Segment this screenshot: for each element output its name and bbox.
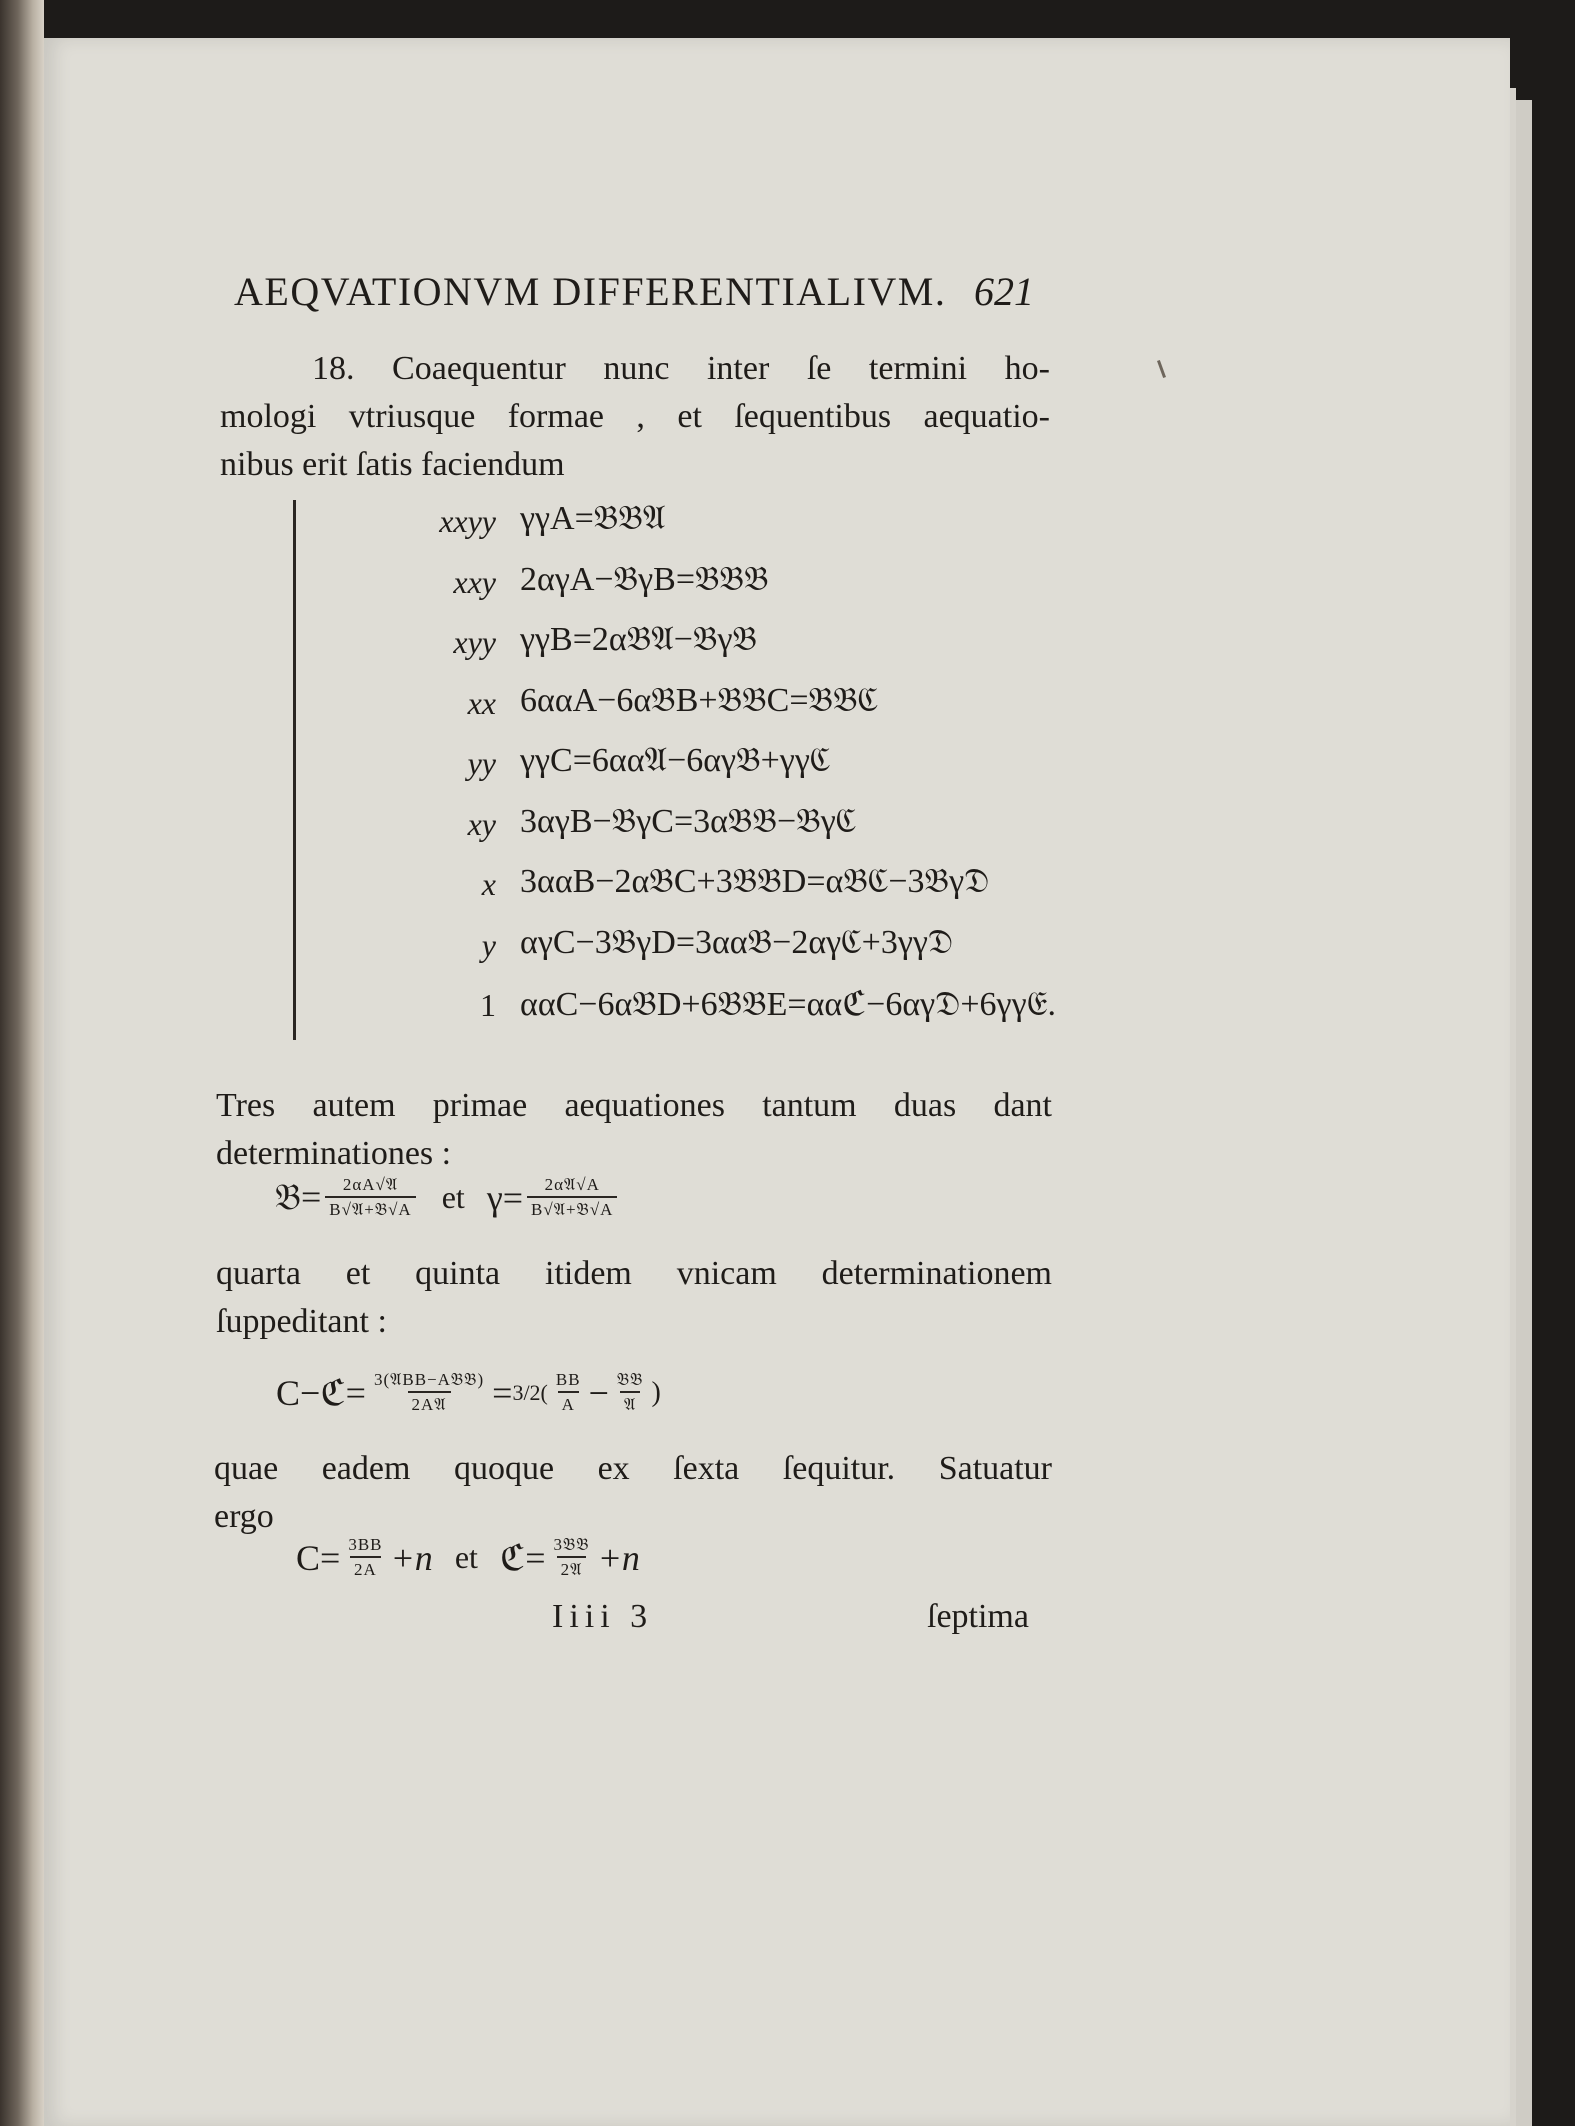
conjunction: et (454, 1539, 478, 1575)
formula-determinations (275, 1175, 621, 1220)
equation-row (210, 737, 1110, 798)
plus-term: +n (390, 1537, 433, 1578)
signature-mark: Iiii 3 (552, 1598, 654, 1635)
formula-lhs: 𝔅= (275, 1177, 322, 1217)
running-header (234, 268, 1054, 315)
text-line: nibus erit ſatis faciendum (220, 446, 565, 483)
equation-row (210, 858, 1110, 919)
denominator: A (558, 1391, 579, 1415)
text-line: Tres autem primae aequationes tantum duas dant (216, 1087, 1052, 1124)
equation-expression: ααC−6α𝔅D+6𝔅𝔅E=ααℭ−6αγ𝔇+6γγ𝔈. (520, 986, 1056, 1023)
formula-lhs: ℭ= (499, 1537, 546, 1578)
ink-mark (1157, 360, 1166, 378)
text-line: ſuppeditant : (216, 1303, 387, 1340)
fraction (613, 1370, 648, 1415)
equation-term: xxyy (439, 503, 496, 539)
equation-expression: 6ααA−6α𝔅B+𝔅𝔅C=𝔅𝔅ℭ (520, 681, 879, 719)
denominator: B√𝔄+𝔅√A (527, 1196, 617, 1220)
paragraph (214, 1445, 1052, 1541)
coefficient: 3/2( (512, 1379, 548, 1405)
equation-term: xy (467, 805, 496, 842)
equation-expression: αγC−3𝔅γD=3αα𝔅−2αγℭ+3γγ𝔇 (520, 923, 954, 961)
text-line: determinationes : (216, 1135, 452, 1172)
numerator: 2αA√𝔄 (342, 1175, 399, 1194)
paragraph (216, 1082, 1052, 1178)
formula-lhs: C−ℭ= (276, 1372, 366, 1413)
header-title: AEQVATIONVM DIFFERENTIALIVM. (234, 269, 947, 314)
equation-row (210, 979, 1110, 1040)
numerator: 𝔅𝔅 (616, 1370, 644, 1389)
text-line: mologi vtriusque formae , et ſequentibus aequatio- (220, 398, 1050, 435)
formula-lhs: γ= (486, 1177, 524, 1218)
equation-expression: γγB=2α𝔅𝔄−𝔅γ𝔅 (520, 621, 758, 658)
equation-expression: 2αγA−𝔅γB=𝔅𝔅𝔅 (520, 560, 769, 598)
equation-term: xxy (453, 563, 496, 600)
denominator: 2𝔄 (557, 1556, 587, 1580)
close-paren: ) (651, 1376, 661, 1408)
equation-term: x (481, 866, 496, 902)
equation-term: 1 (480, 987, 496, 1023)
equation-row (210, 556, 1110, 617)
paragraph (216, 1250, 1052, 1346)
denominator: 2A (350, 1556, 381, 1580)
denominator: B√𝔄+𝔅√A (325, 1196, 415, 1220)
plus-term: +n (597, 1537, 640, 1578)
numerator: 3(𝔄BB−A𝔅𝔅) (373, 1370, 485, 1389)
fraction (344, 1535, 386, 1580)
numerator: 3BB (348, 1535, 383, 1554)
equation-row (210, 919, 1110, 980)
equation-row (210, 495, 1110, 556)
equation-system (210, 495, 1110, 1040)
equation-term: xx (467, 684, 496, 721)
numerator: 2α𝔄√A (544, 1175, 600, 1194)
formula-difference (276, 1370, 661, 1415)
text-line: ergo (214, 1498, 274, 1535)
fraction (552, 1370, 585, 1415)
denominator: 𝔄 (620, 1391, 640, 1415)
equals-sign: = (492, 1372, 513, 1413)
equation-row (210, 677, 1110, 738)
numerator: BB (555, 1370, 581, 1389)
denominator: 2A𝔄 (408, 1391, 451, 1415)
equation-expression: γγA=𝔅𝔅𝔄 (520, 500, 666, 537)
page-number: 621 (974, 269, 1034, 314)
numerator: 3𝔅𝔅 (553, 1535, 590, 1554)
text-line: quae eadem quoque ex ſexta ſequitur. Satuatur (214, 1450, 1052, 1487)
equation-expression: 3αγB−𝔅γC=3α𝔅𝔅−𝔅γℭ (520, 802, 857, 840)
equation-term: yy (467, 745, 496, 781)
text-line: 18. Coaequentur nunc inter ſe termini ho- (312, 350, 1050, 387)
fraction (325, 1175, 415, 1220)
formula-substitution (296, 1535, 640, 1580)
fraction (550, 1535, 594, 1580)
equation-term: y (481, 926, 496, 963)
equation-row (210, 798, 1110, 859)
minus-sign: − (588, 1372, 609, 1413)
fraction (370, 1370, 488, 1415)
equation-expression: γγC=6αα𝔄−6αγ𝔅+γγℭ (520, 742, 831, 779)
formula-lhs: C= (296, 1537, 341, 1578)
catchword: ſeptima (927, 1598, 1029, 1635)
fraction (527, 1175, 617, 1220)
equation-row (210, 616, 1110, 677)
intro-paragraph (220, 345, 1050, 489)
text-line: quarta et quinta itidem vnicam determinationem (216, 1255, 1052, 1292)
equation-term: xyy (453, 624, 496, 660)
equation-expression: 3ααB−2α𝔅C+3𝔅𝔅D=α𝔅ℭ−3𝔅γ𝔇 (520, 863, 990, 900)
conjunction: et (441, 1179, 465, 1215)
